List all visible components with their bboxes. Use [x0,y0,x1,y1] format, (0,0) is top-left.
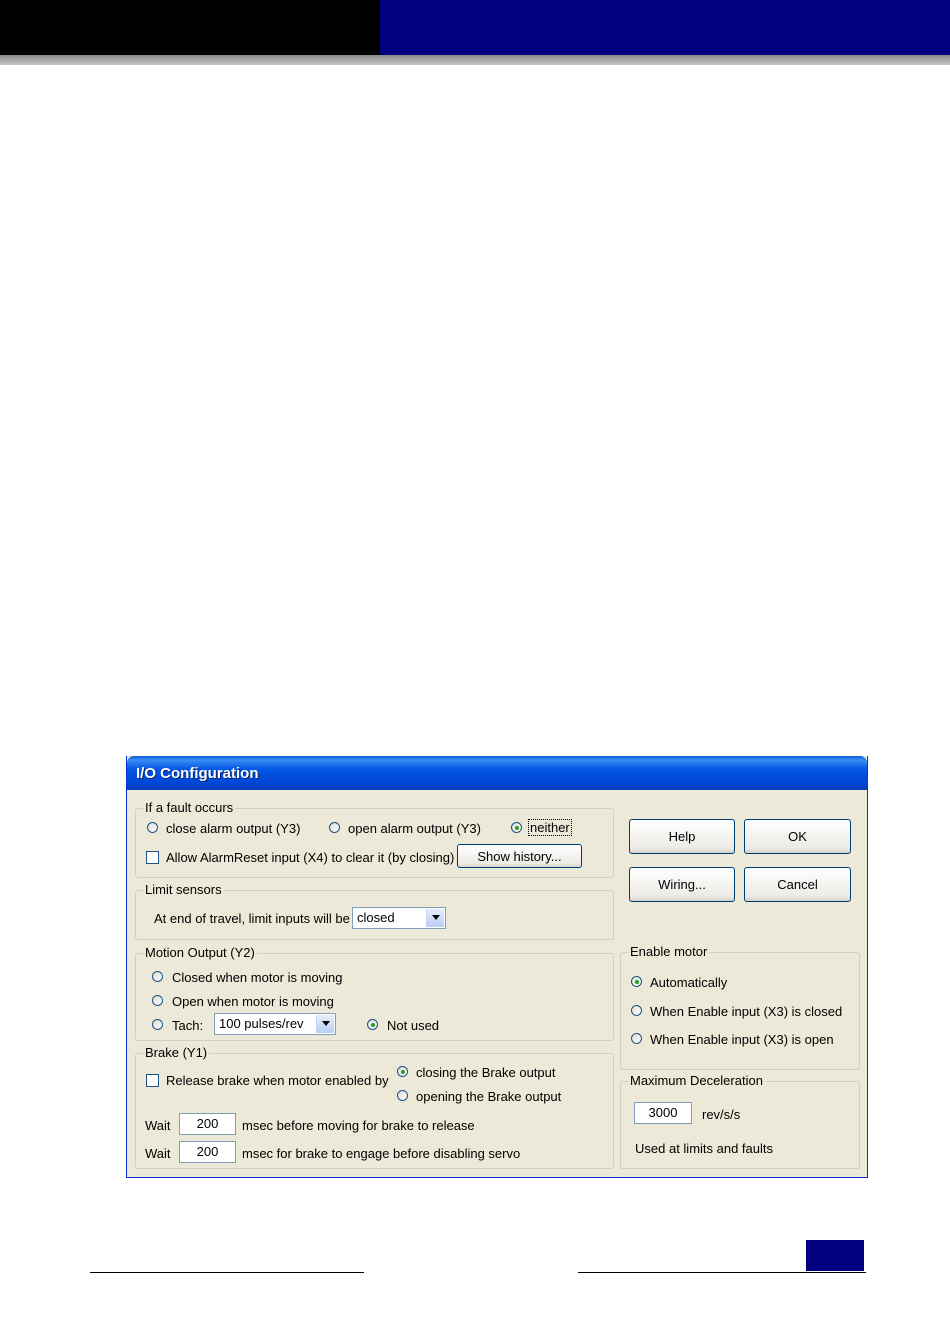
brake-closing-label[interactable]: closing the Brake output [416,1065,556,1080]
motion-open-radio[interactable] [152,995,163,1006]
enable-motor-title: Enable motor [630,944,708,959]
show-history-button[interactable]: Show history... [457,844,582,868]
allow-alarm-reset-label[interactable]: Allow AlarmReset input (X4) to clear it (by closing) [166,850,455,865]
wait1-label: Wait [145,1118,171,1133]
release-brake-checkbox[interactable] [146,1074,159,1087]
motion-tach-label[interactable]: Tach: [172,1018,204,1033]
chevron-down-icon[interactable] [316,1015,334,1033]
fault-open-alarm-label[interactable]: open alarm output (Y3) [348,821,481,836]
max-decel-input[interactable]: 3000 [634,1102,692,1124]
limit-inputs-value: closed [357,910,395,925]
tach-pulses-value: 100 pulses/rev [219,1016,304,1031]
dialog-titlebar[interactable] [127,756,867,790]
motion-not-used-radio[interactable] [367,1019,378,1030]
help-button[interactable]: Help [629,819,735,854]
header-gray-rule [0,55,950,65]
brake-opening-radio[interactable] [397,1090,408,1101]
motion-not-used-label[interactable]: Not used [387,1018,440,1033]
fault-open-alarm-radio[interactable] [329,822,340,833]
limit-inputs-select[interactable] [352,907,446,929]
chevron-down-icon[interactable] [426,909,444,927]
limit-sensors-title: Limit sensors [145,882,222,897]
wait2-label: Wait [145,1146,171,1161]
max-decel-unit: rev/s/s [702,1107,741,1122]
max-decel-note: Used at limits and faults [635,1141,774,1156]
dialog-title: I/O Configuration [136,765,259,782]
motion-closed-radio[interactable] [152,971,163,982]
enable-open-label[interactable]: When Enable input (X3) is open [650,1032,834,1047]
enable-open-radio[interactable] [631,1033,642,1044]
fault-close-alarm-label[interactable]: close alarm output (Y3) [166,821,301,836]
header-blue-band [380,0,950,55]
limit-inputs-label: At end of travel, limit inputs will be [154,911,350,926]
enable-auto-label[interactable]: Automatically [650,975,728,990]
wait1-description: msec before moving for brake to release [242,1118,475,1133]
fault-group-title: If a fault occurs [145,800,234,815]
allow-alarm-reset-checkbox[interactable] [146,851,159,864]
tach-pulses-select[interactable] [214,1013,336,1035]
footer-page-box [806,1240,864,1271]
enable-auto-radio[interactable] [631,976,642,987]
footer-rule-right [578,1272,866,1273]
ok-button[interactable]: OK [744,819,851,854]
enable-closed-label[interactable]: When Enable input (X3) is closed [650,1004,843,1019]
footer-rule-left [90,1272,364,1273]
cancel-button[interactable]: Cancel [744,867,851,902]
motion-tach-radio[interactable] [152,1019,163,1030]
max-decel-title: Maximum Deceleration [630,1073,763,1088]
wait2-description: msec for brake to engage before disabling servo [242,1146,521,1161]
brake-closing-radio[interactable] [397,1066,408,1077]
release-brake-label[interactable]: Release brake when motor enabled by [166,1073,389,1088]
brake-group-title: Brake (Y1) [145,1045,208,1060]
wiring-button[interactable]: Wiring... [629,867,735,902]
fault-close-alarm-radio[interactable] [147,822,158,833]
brake-opening-label[interactable]: opening the Brake output [416,1089,562,1104]
io-configuration-dialog [126,756,868,1178]
fault-neither-radio[interactable] [511,822,522,833]
motion-closed-label[interactable]: Closed when motor is moving [172,970,343,985]
motion-output-title: Motion Output (Y2) [145,945,255,960]
header-black-band [0,0,380,55]
enable-closed-radio[interactable] [631,1005,642,1016]
fault-neither-label[interactable]: neither [530,820,570,835]
wait1-input[interactable]: 200 [179,1113,236,1135]
motion-open-label[interactable]: Open when motor is moving [172,994,334,1009]
wait2-input[interactable]: 200 [179,1141,236,1163]
